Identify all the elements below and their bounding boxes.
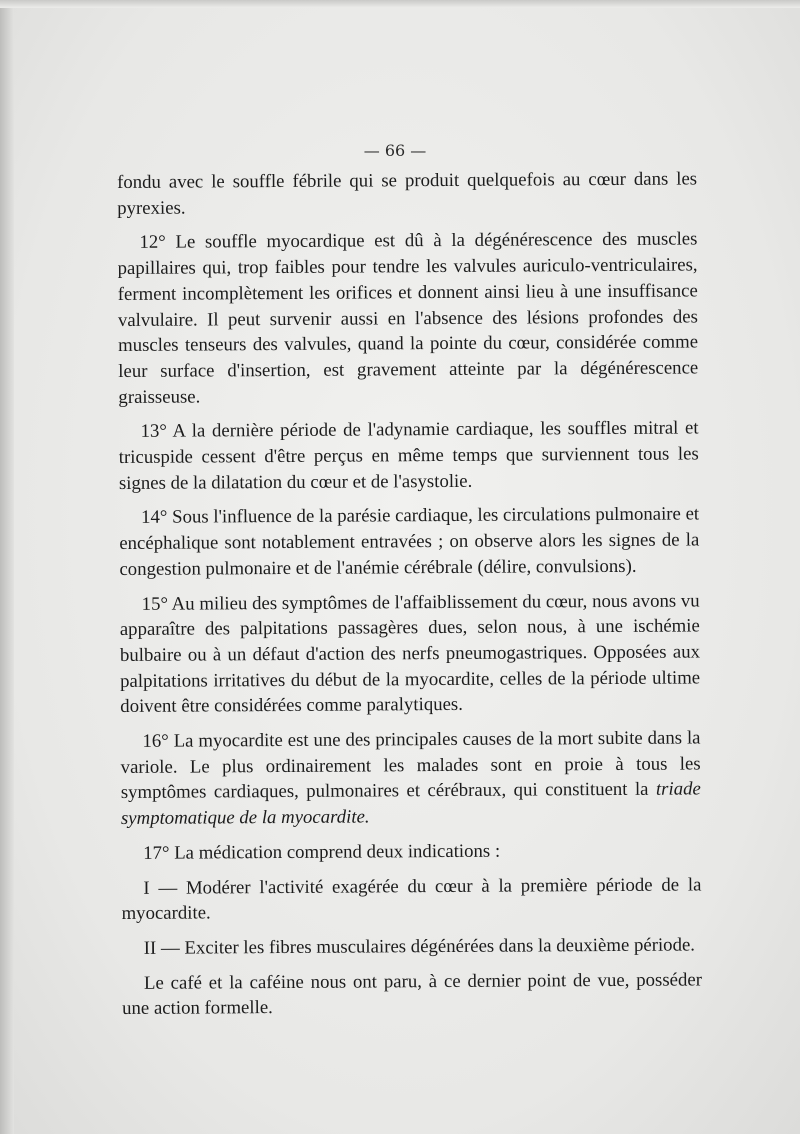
paragraph-13: 13° A la dernière période de l'adynamie cardiaque, les souffles mitral et tricuspide cessent d'être perçus en même temps que surviennent tous les signes de la dilatation du cœur et de l'asystolie. [118, 417, 699, 494]
paragraph-16 [120, 726, 701, 832]
indication-2: II — Exciter les fibres musculaires dégénérées dans la deuxième période. [143, 934, 696, 959]
page-number: — 66 — [363, 141, 427, 160]
paragraph-16-text: 16° La myocardite est une des principales causes de la mort subite dans la variole. Le plus ordinairement les malades sont en proie à tous les symptômes cardiaques, pulmonaires et cérébraux, qui constituent la [120, 727, 701, 804]
paragraph-14: 14° Sous l'influence de la parésie cardiaque, les circulations pulmonaire et encéphalique sont notablement entravées ; on observe alors les signes de la congestion pulmonaire et de l'anémie cérébrale (délire, convulsions). [119, 503, 700, 580]
paragraph-cafe: Le café et la caféine nous ont paru, à ce dernier point de vue, posséder une action formelle. [122, 969, 703, 1020]
paragraph-12: 12° Le souffle myocardique est dû à la dégénérescence des muscles papillaires qui, trop faibles pour tendre les valvules auriculo-ventriculaires, ferment incomplètement les orifices et donnent ainsi lieu à une insuffisance valvulaire. Il peut survenir aussi en l'absence des lésions profondes des muscles tenseurs des valvules, quand la pointe du cœur, considérée comme leur surface d'insertion, est gravement atteinte par la dégénérescence graisseuse. [117, 228, 699, 408]
paragraph-16-italic: triade symptomatique de la myocardite. [120, 778, 701, 830]
page-left-edge [0, 0, 14, 1134]
paragraph-17: 17° La médication comprend deux indications : [143, 840, 501, 864]
body-text [117, 166, 702, 1031]
page-top-edge [0, 0, 800, 8]
paragraph-continuation: fondu avec le souffle fébrile qui se produit quelquefois au cœur dans les pyrexies. [117, 168, 698, 219]
indication-1: I — Modérer l'activité exagérée du cœur à la première période de la myocardite. [121, 874, 702, 925]
paragraph-15: 15° Au milieu des symptômes de l'affaiblissement du cœur, nous avons vu apparaître des palpitations passagères dues, selon nous, à une ischémie bulbaire ou à un défaut d'action des nerfs pneumogastriques. Opposées aux palpitations irritatives du début de la myocardite, celles de la période ultime doivent être considérées comme paralytiques. [119, 589, 701, 718]
